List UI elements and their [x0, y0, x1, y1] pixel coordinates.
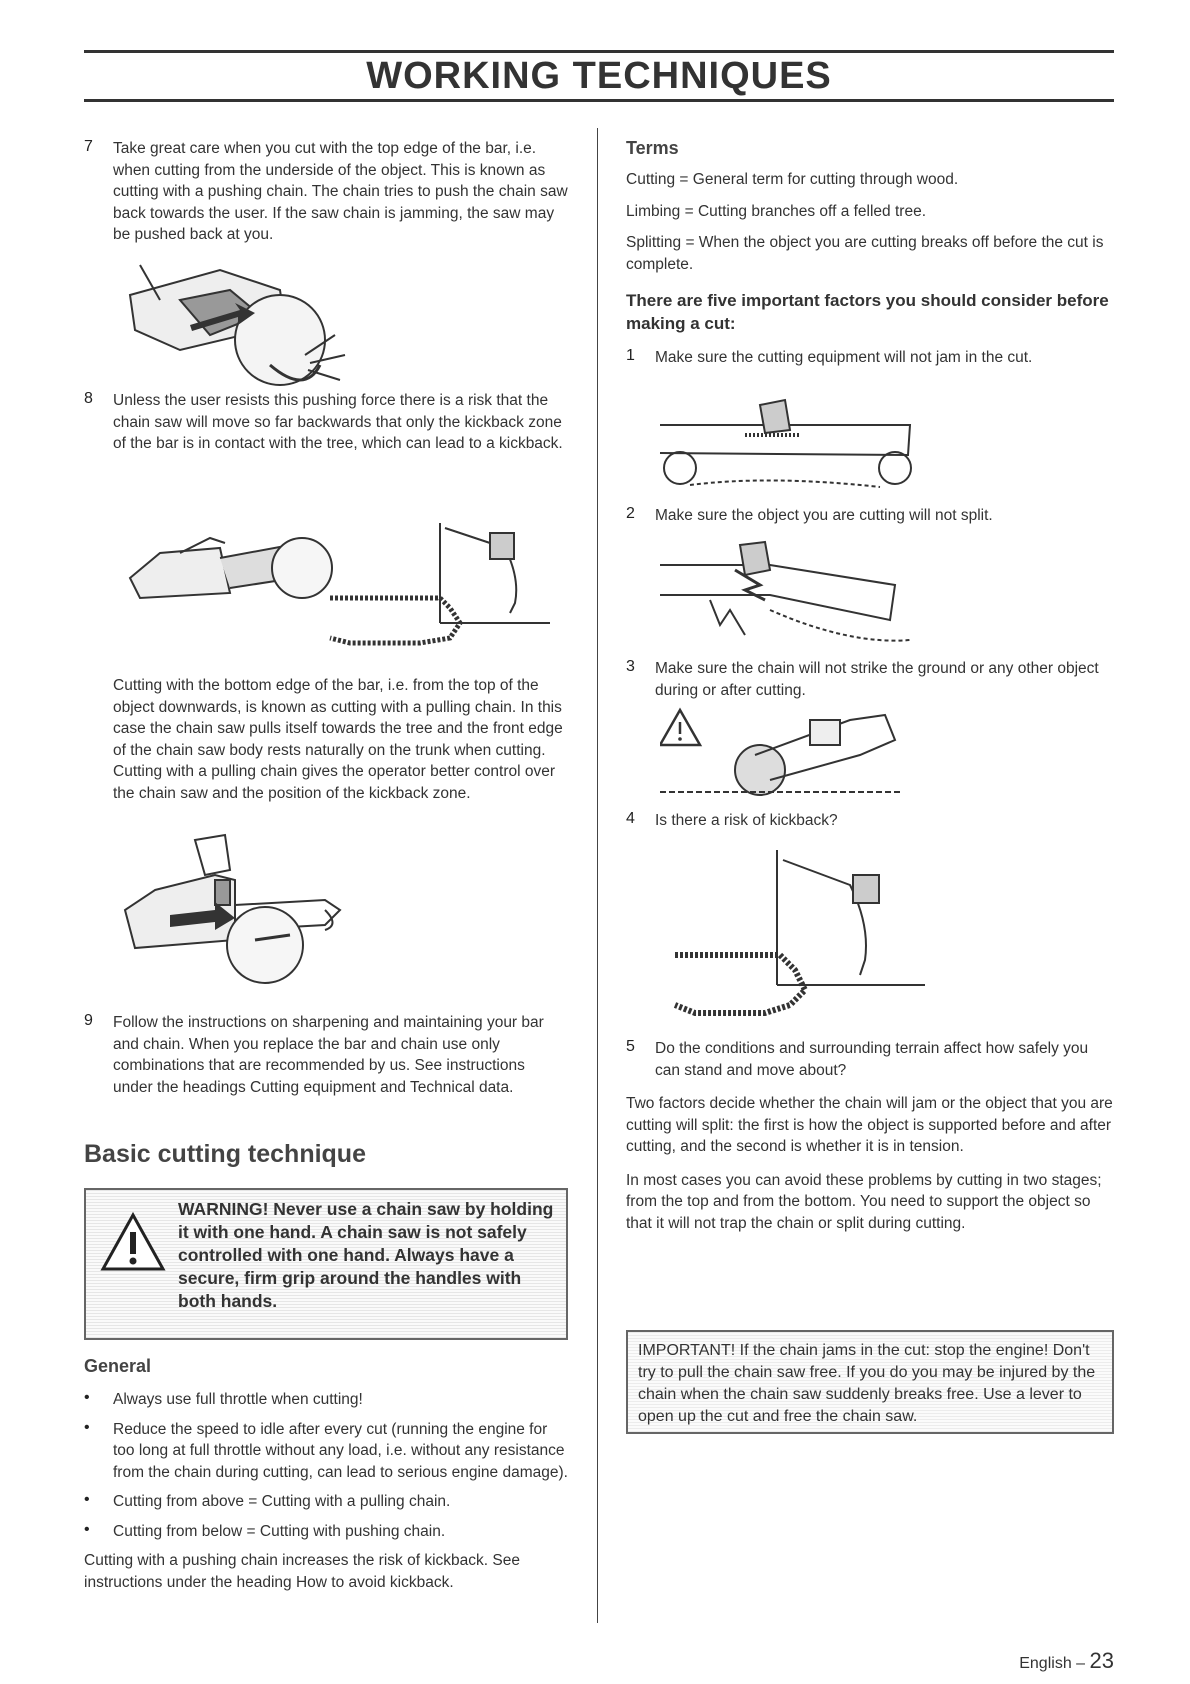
terms-heading: Terms [626, 138, 679, 158]
ground-strike-illustration [660, 700, 910, 800]
factor-4-row [626, 810, 1114, 832]
factor-3 [626, 658, 1114, 701]
basic-cutting-section [84, 1140, 568, 1169]
page-number: 23 [1089, 1648, 1114, 1673]
left-item-8-wrap [84, 390, 568, 455]
general-bullet-4-text: Cutting from below = Cutting with pushing chain. [113, 1522, 446, 1540]
general-section [84, 1356, 568, 1593]
factor-3-text: Make sure the chain will not strike the ground or any other object during or after cutting. [655, 660, 1099, 699]
factor-4 [626, 810, 1114, 832]
pushing-chain-illustration [120, 255, 350, 400]
factor-3-number: 3 [626, 658, 635, 675]
item-8-text: Unless the user resists this pushing force there is a risk that the chain saw will move so far backwards that only the kickback zone of the bar is in contact with the tree, which can lead to a kickback. [113, 392, 563, 452]
factor-5-number: 5 [626, 1038, 635, 1055]
bullet-marker: • [84, 1520, 90, 1538]
jam-illustration [650, 395, 925, 495]
pulling-chain-text: Cutting with the bottom edge of the bar, i.e. from the top of the object downwards, is known as cutting with a pulling chain. In this case the chain saw pulls itself towards the tree and the front edge of the chain saw body rests naturally on the trunk when cutting. Cutting with a pulling chain gives the operator better control over the chain saw and the position of the kickback zone. [113, 677, 563, 802]
warning-text: WARNING! Never use a chain saw by holding it with one hand. A chain saw is not safely controlled with one hand. Always have a secure, firm grip around the handles with both hands. [178, 1199, 554, 1311]
right-column [626, 138, 1114, 369]
most-cases-text: In most cases you can avoid these problems by cutting in two stages; from the top and from the bottom. You need to support the object so that it will not trap the chain or split during cutting. [626, 1171, 1102, 1232]
item-8 [84, 390, 568, 455]
bullet-marker: • [84, 1418, 90, 1436]
term-splitting: Splitting = When the object you are cutting breaks off before the cut is complete. [626, 234, 1104, 273]
factor-1 [626, 347, 1114, 369]
warning-triangle-icon [100, 1212, 166, 1272]
general-bullet-1-text: Always use full throttle when cutting! [113, 1391, 363, 1408]
page-footer [1019, 1648, 1114, 1674]
general-bullet-4 [84, 1521, 568, 1543]
basic-cutting-heading: Basic cutting technique [84, 1140, 366, 1168]
item-9-number: 9 [84, 1012, 93, 1029]
term-limbing: Limbing = Cutting branches off a felled tree. [626, 202, 926, 220]
factor-5-row [626, 1038, 1114, 1081]
term-cutting: Cutting = General term for cutting through wood. [626, 171, 959, 188]
factors-heading: There are five important factors you should consider before making a cut: [626, 291, 1109, 333]
factor-5-section [626, 1038, 1114, 1234]
left-column [84, 138, 568, 246]
general-bullet-1 [84, 1389, 568, 1411]
factor-3-row [626, 658, 1114, 701]
two-factors-text: Two factors decide whether the chain will jam or the object that you are cutting will split: the first is how the object is supported before and after cutting, and the second is whether it is in tension. [626, 1095, 1113, 1155]
column-divider [597, 128, 598, 1623]
factor-2-number: 2 [626, 505, 635, 522]
item-8-number: 8 [84, 390, 93, 407]
bullet-marker: • [84, 1491, 90, 1508]
item-7-text: Take great care when you cut with the top edge of the bar, i.e. when cutting from the underside of the object. This is known as cutting with a pushing chain. The chain tries to push the chain saw back towards the user. If the saw chain is jamming, the saw may be pushed back at you. [113, 140, 568, 243]
factor-5-text: Do the conditions and surrounding terrain affect how safely you can stand and move about? [655, 1040, 1089, 1079]
factor-2-text: Make sure the object you are cutting will not split. [655, 507, 993, 524]
factor-1-number: 1 [626, 347, 635, 364]
bullet-marker: • [84, 1389, 90, 1406]
factor-2-row [626, 505, 1114, 527]
kickback-risk-illustration [655, 845, 935, 1020]
pulling-chain-illustration [115, 830, 355, 985]
footer-language: English – [1019, 1655, 1086, 1672]
general-bullet-2 [84, 1419, 568, 1484]
general-closing-text: Cutting with a pushing chain increases the risk of kickback. See instructions under the heading How to avoid kickback. [84, 1552, 520, 1591]
split-illustration [650, 540, 915, 650]
general-bullet-2-text: Reduce the speed to idle after every cut (running the engine for too long at full throttle without any load, i.e. without any resistance from the chain during cutting, can lead to serious engine damage). [113, 1420, 568, 1481]
important-text: IMPORTANT! If the chain jams in the cut: stop the engine! Don't try to pull the chain saw free. If you do you may be injured by the chain when the chain saw suddenly breaks free. Use a lever to open up the cut and free the chain saw. [638, 1342, 1096, 1425]
general-heading: General [84, 1356, 152, 1376]
page-header [84, 50, 1114, 102]
item-9 [84, 1012, 568, 1098]
warning-box [84, 1188, 568, 1340]
general-bullet-3-text: Cutting from above = Cutting with a pulling chain. [113, 1493, 451, 1510]
important-box [626, 1330, 1114, 1434]
factor-4-number: 4 [626, 810, 635, 827]
item-9-text: Follow the instructions on sharpening and maintaining your bar and chain. When you replace the bar and chain use only combinations that are recommended by us. See instructions under the headings Cutting equipment and Technical data. [113, 1014, 544, 1096]
left-item-9-wrap [84, 1012, 568, 1098]
page-title: WORKING TECHNIQUES [366, 54, 832, 97]
item-7 [84, 138, 568, 246]
kickback-zone-illustration [120, 518, 560, 653]
factor-4-text: Is there a risk of kickback? [655, 812, 838, 829]
factor-2 [626, 505, 1114, 527]
general-bullet-3 [84, 1491, 568, 1513]
factor-1-text: Make sure the cutting equipment will not jam in the cut. [655, 349, 1033, 366]
item-7-number: 7 [84, 138, 93, 155]
pulling-chain-section [84, 675, 568, 804]
